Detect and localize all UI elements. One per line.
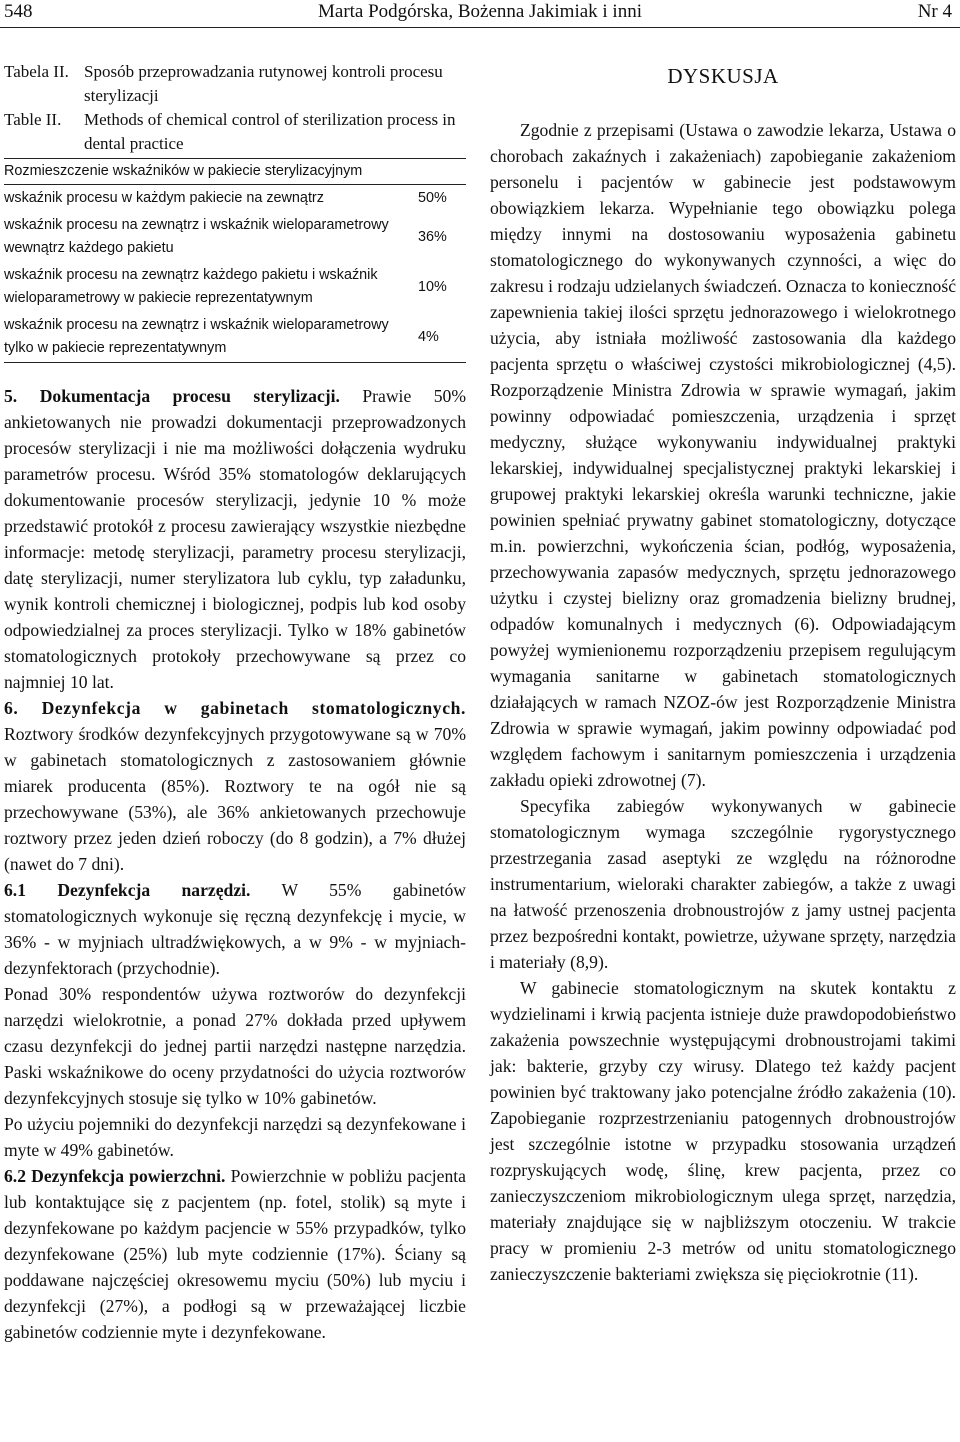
row-text: wskaźnik procesu na zewnątrz i wskaźnik wieloparametrowy tylko w pakiecie reprezentatywnym bbox=[4, 317, 389, 356]
table-row bbox=[4, 262, 466, 312]
page-header bbox=[0, 0, 960, 28]
running-authors: Marta Podgórska, Bożenna Jakimiak i inni bbox=[318, 1, 642, 22]
left-column bbox=[4, 60, 466, 1345]
section-6-1-title: 6.1 Dezynfekcja narzędzi. bbox=[4, 880, 251, 900]
section-6-1-text: W 55% gabinetów stomatologicznych wykonuje się ręczną dezynfekcję i mycie, w 36% - w myjniach ultradźwiękowych, a w 9% - w myjniach- dezynfektorach (przychodnie). bbox=[4, 880, 466, 978]
discussion-heading: DYSKUSJA bbox=[667, 64, 779, 88]
paragraph-reuse: Ponad 30% respondentów używa roztworów do dezynfekcji narzędzi wielokrotnie, a ponad 27% dokłada przed upływem czasu dezynfekcji do jednej partii narzędzi następne narzędzia. Paski wskaźnikowe do oceny przydatności do użycia roztworów dezynfekcyjnych stosuje się tylko w 10% gabinetów. bbox=[4, 984, 466, 1108]
row-text: wskaźnik procesu na zewnątrz każdego pakietu i wskaźnik wieloparametrowy w pakiecie reprezentatywnym bbox=[4, 267, 378, 306]
issue-number: Nr 4 bbox=[917, 1, 952, 22]
table-row bbox=[4, 185, 466, 212]
left-body bbox=[4, 383, 466, 1345]
caption-polish bbox=[4, 60, 466, 108]
section-6-2-title: 6.2 Dezynfekcja powierzchni. bbox=[4, 1166, 226, 1186]
table-row bbox=[4, 212, 466, 262]
section-6-title: 6. Dezynfekcja w gabinetach stomatologicznych. bbox=[4, 698, 466, 718]
section-6-2-paragraph bbox=[4, 1163, 466, 1345]
table-header: Rozmieszczenie wskaźników w pakiecie sterylizacyjnym bbox=[4, 159, 466, 185]
section-5-text: Prawie 50% ankietowanych nie prowadzi dokumentacji przeprowadzonych procesów sterylizacji i nie ma możliwości dołączenia wydruku parametrów procesu. Wśród 35% stomatologów deklarujących dokumentowanie procesów sterylizacji, jedynie 10 % może przedstawić protokół z procesu zawierający wszystkie niezbędne informacje: metodę sterylizacji, parametry procesu sterylizacji, datę sterylizacji, numer sterylizatora lub cyklu, typ załadunku, wynik kontroli chemicznej i biologicznej, podpis lub kod osoby odpowiedzialnej za proces sterylizacji. Tylko w 18% gabinetów stomatologicznych protokoły przechowywane są przez co najmniej 10 lat. bbox=[4, 386, 466, 692]
row-text: wskaźnik procesu na zewnątrz i wskaźnik wieloparametrowy wewnątrz każdego pakietu bbox=[4, 217, 389, 256]
row-value: 10% bbox=[418, 278, 447, 295]
discussion-paragraph-3: W gabinecie stomatologicznym na skutek kontaktu z wydzielinami i krwią pacjenta istnieje duże prawdopodobieństwo zakażenia powszechnie występującymi drobnoustrojami takimi jak: bakterie, grzyby czy wirusy. Dlatego też każdy pacjent powinien być traktowany jako potencjalne źródło zakażenia (10). Zapobieganie rozprzestrzenianiu patogennych drobnoustrojów jest szczególnie istotne w przypadku stosowania urządzeń rozpryskujących wodę, ślinę, krew pacjenta, przez co zanieczyszczeniom mikrobiologicznym ulega sprzęt, narzędzia, materiały znajdujące się w najbliższym otoczeniu. W trakcie pracy w promieniu 2-3 metrów od unitu stomatologicznego zanieczyszczenie bakteriami zwiększa się pięciokrotnie (11). bbox=[490, 978, 956, 1284]
discussion-paragraph-2: Specyfika zabiegów wykonywanych w gabinecie stomatologicznym wymaga szczególnie rygorystycznego przestrzegania zasad aseptyki ze względu na różnorodne instrumentarium, wieloraki charakter zabiegów, a także z uwagi na łatwość przenoszenia drobnoustrojów z jamy ustnej pacjenta przez bezpośredni kontakt, powietrze, używane sprzęty, narzędzia i materiały (8,9). bbox=[490, 796, 956, 972]
indicator-table bbox=[4, 158, 466, 363]
row-value: 50% bbox=[418, 190, 447, 206]
caption-label-pl: Tabela II. bbox=[4, 62, 69, 81]
section-6-text: Roztwory środków dezynfekcyjnych przygotowywane są w 70% w gabinetach stomatologicznych z zastosowaniem głównie miarek producenta (85%). Roztwory te na ogół nie są przechowywane (53%), ale 36% ankietowanych przechowuje roztwory przez jeden dzień roboczy (do 8 godzin), a 7% dłużej (nawet do 7 dni). bbox=[4, 724, 466, 874]
discussion-paragraph-1: Zgodnie z przepisami (Ustawa o zawodzie lekarza, Ustawa o chorobach zakaźnych i zakażeniach) zapobieganie zakażeniom personelu i pacjentów w gabinecie jest podstawowym obowiązkiem lekarza. Wypełnianie tego obowiązku polega między innymi na dostosowaniu wyposażenia gabinetu stomatologicznego do wykonywanych czynności, a więc do zakresu i rodzaju udzielanych świadczeń. Oznacza to konieczność zapewnienia takiej ilości sprzętu jednorazowego i wielokrotnego użycia, aby istniała możliwość zastosowania dla każdego pacjenta sprzętu o właściwej czystości mikrobiologicznej (4,5). Rozporządzenie Ministra Zdrowia w sprawie wymagań, jakim powinny odpowiadać pomieszczenia, urządzenia i sprzęt medyczny, służące wykonywaniu indywidualnej praktyki lekarskiej, indywidualnej specjalistycznej praktyki lekarskiej i grupowej praktyki lekarskiej określa warunki techniczne, jakie powinien spełniać prywatny gabinet stomatologiczny, dotyczące m.in. powierzchni, wykończenia ścian, podłóg, wyposażenia, przechowywania zapasów medycznych, sprzętu jednorazowego użytku i czystej bielizny oraz gromadzenia bielizny brudnej, odpadów komunalnych i medycznych (6). Odpowiadającym powyżej wymienionemu rozporządzeniu przepisem regulującym wymagania sanitarne w gabinetach stomatologicznych działających w ramach NZOZ-ów jest Rozporządzenie Ministra Zdrowia w sprawie wymagań, jakim powinny odpowiadać pod względem fachowym i sanitarnym pomieszczenia i urządzenia zakładu opieki zdrowotnej (7). bbox=[490, 120, 957, 790]
row-text: wskaźnik procesu w każdym pakiecie na zewnątrz bbox=[4, 190, 324, 206]
right-column bbox=[490, 64, 956, 1287]
caption-text-en: Methods of chemical control of sterilization process in dental practice bbox=[84, 110, 456, 153]
table-caption bbox=[4, 60, 466, 156]
paragraph-containers: Po użyciu pojemniki do dezynfekcji narzędzi są dezynfekowane i myte w 49% gabinetów. bbox=[4, 1114, 466, 1160]
page-number: 548 bbox=[4, 1, 33, 22]
section-5-title: 5. Dokumentacja procesu sterylizacji. bbox=[4, 386, 340, 406]
caption-text-pl: Sposób przeprowadzania rutynowej kontroli procesu sterylizacji bbox=[84, 62, 443, 105]
section-6-paragraph bbox=[4, 695, 466, 877]
header-rule bbox=[0, 27, 960, 28]
right-body bbox=[490, 117, 956, 1287]
caption-label-en: Table II. bbox=[4, 110, 62, 129]
section-6-2-text: Powierzchnie w pobliżu pacjenta lub kontaktujące się z pacjentem (np. fotel, stolik) są myte i dezynfekowane po każdym pacjencie w 55% przypadków, tylko dezynfekowane (25%) lub myte codziennie (17%). Ściany są poddawane najczęściej okresowemu myciu (50%) lub myciu i dezynfekcji (27%), a podłogi są w przeważającej liczbie gabinetów codziennie myte i dezynfekowane. bbox=[4, 1166, 466, 1342]
row-value: 4% bbox=[418, 328, 439, 345]
caption-english bbox=[4, 108, 466, 156]
section-6-1-paragraph bbox=[4, 877, 466, 981]
section-5-paragraph bbox=[4, 383, 466, 695]
row-value: 36% bbox=[418, 228, 447, 245]
table-row bbox=[4, 312, 466, 362]
